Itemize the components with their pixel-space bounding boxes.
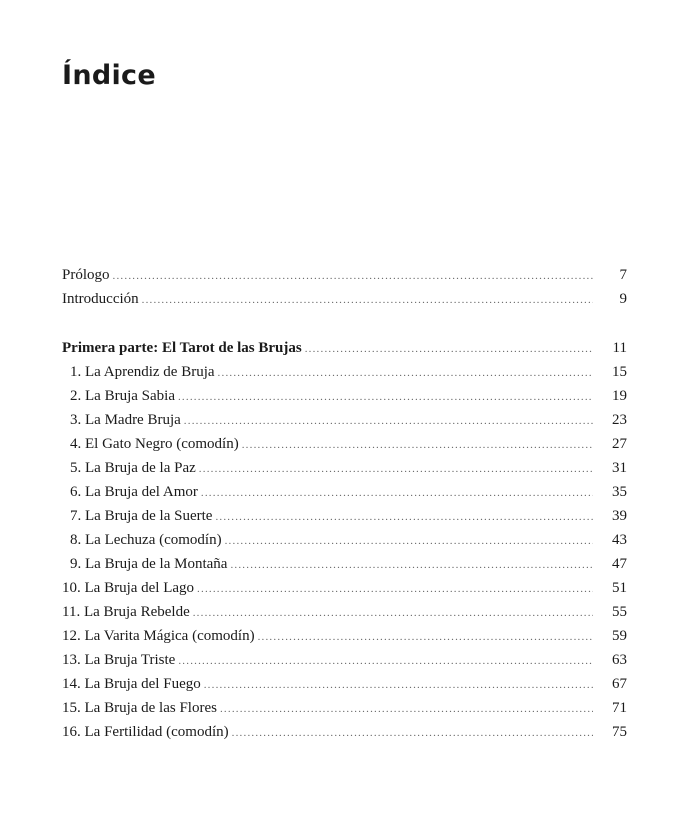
toc-chapter-label: 16. La Fertilidad (comodín) [62, 724, 229, 740]
toc-chapter-page: 15 [612, 364, 627, 380]
toc-chapter-entry[interactable] [62, 360, 627, 384]
toc-chapter-page: 67 [612, 676, 627, 692]
toc-chapter-label: 15. La Bruja de las Flores [62, 700, 217, 716]
toc-chapter-entry[interactable] [62, 384, 627, 408]
toc-chapter-page: 51 [612, 580, 627, 596]
toc-chapter-label: 6. La Bruja del Amor [70, 484, 198, 500]
toc-entry-label: Prólogo [62, 267, 110, 283]
toc-chapter-label: 14. La Bruja del Fuego [62, 676, 201, 692]
toc-chapter-page: 43 [612, 532, 627, 548]
dot-leader [142, 288, 593, 312]
dot-leader [218, 361, 593, 385]
toc-chapter-page: 27 [612, 436, 627, 452]
toc-chapter-label: 8. La Lechuza (comodín) [70, 532, 222, 548]
page-title: Índice [62, 60, 156, 91]
toc-chapter-page: 19 [612, 388, 627, 404]
toc-chapter-entry[interactable] [62, 408, 627, 432]
dot-leader [232, 721, 593, 745]
toc-chapter-list [62, 360, 627, 744]
toc-part-one [62, 336, 627, 744]
toc-chapter-label: 2. La Bruja Sabia [70, 388, 175, 404]
toc-chapter-page: 59 [612, 628, 627, 644]
toc-chapter-page: 75 [612, 724, 627, 740]
dot-leader [178, 649, 593, 673]
toc-chapter-entry[interactable] [62, 672, 627, 696]
toc-chapter-page: 31 [612, 460, 627, 476]
toc-chapter-entry[interactable] [62, 600, 627, 624]
toc-entry-introduccion[interactable] [62, 287, 627, 311]
toc-chapter-label: 3. La Madre Bruja [70, 412, 181, 428]
dot-leader [197, 577, 593, 601]
dot-leader [201, 481, 593, 505]
toc-chapter-label: 5. La Bruja de la Paz [70, 460, 196, 476]
toc-chapter-label: 1. La Aprendiz de Bruja [70, 364, 215, 380]
toc-chapter-label: 13. La Bruja Triste [62, 652, 176, 668]
toc-chapter-entry[interactable] [62, 552, 627, 576]
toc-chapter-entry[interactable] [62, 504, 627, 528]
toc-chapter-entry[interactable] [62, 480, 627, 504]
toc-chapter-page: 71 [612, 700, 627, 716]
dot-leader [305, 337, 593, 361]
toc-chapter-page: 47 [612, 556, 627, 572]
dot-leader [193, 601, 593, 625]
toc-chapter-label: 7. La Bruja de la Suerte [70, 508, 213, 524]
dot-leader [215, 505, 593, 529]
toc-entry-prologo[interactable] [62, 263, 627, 287]
dot-leader [220, 697, 593, 721]
toc-chapter-entry[interactable] [62, 456, 627, 480]
toc-chapter-label: 4. El Gato Negro (comodín) [70, 436, 239, 452]
dot-leader [178, 385, 593, 409]
toc-chapter-entry[interactable] [62, 432, 627, 456]
toc-chapter-entry[interactable] [62, 696, 627, 720]
toc-chapter-entry[interactable] [62, 576, 627, 600]
toc-part-page: 11 [612, 340, 627, 356]
toc-entry-label: Introducción [62, 291, 139, 307]
dot-leader [258, 625, 593, 649]
toc-chapter-page: 35 [612, 484, 627, 500]
dot-leader [225, 529, 593, 553]
toc-chapter-page: 63 [612, 652, 627, 668]
toc-chapter-label: 10. La Bruja del Lago [62, 580, 195, 596]
toc-entry-page: 7 [619, 267, 627, 283]
toc-entry-page: 9 [619, 291, 627, 307]
toc-chapter-entry[interactable] [62, 648, 627, 672]
dot-leader [204, 673, 593, 697]
toc-chapter-page: 55 [612, 604, 627, 620]
toc-chapter-entry[interactable] [62, 624, 627, 648]
dot-leader [230, 553, 593, 577]
toc-front-matter [62, 263, 627, 311]
toc-chapter-label: 12. La Varita Mágica (comodín) [62, 628, 255, 644]
toc-chapter-page: 39 [612, 508, 627, 524]
toc-chapter-label: 9. La Bruja de la Montaña [70, 556, 228, 572]
toc-chapter-entry[interactable] [62, 528, 627, 552]
dot-leader [184, 409, 593, 433]
toc-part-label: Primera parte: El Tarot de las Brujas [62, 340, 302, 356]
toc-chapter-page: 23 [612, 412, 627, 428]
dot-leader [113, 264, 593, 288]
dot-leader [199, 457, 593, 481]
toc-chapter-label: 11. La Bruja Rebelde [62, 604, 190, 620]
toc-chapter-entry[interactable] [62, 720, 627, 744]
toc-part-heading[interactable] [62, 336, 627, 360]
dot-leader [242, 433, 593, 457]
